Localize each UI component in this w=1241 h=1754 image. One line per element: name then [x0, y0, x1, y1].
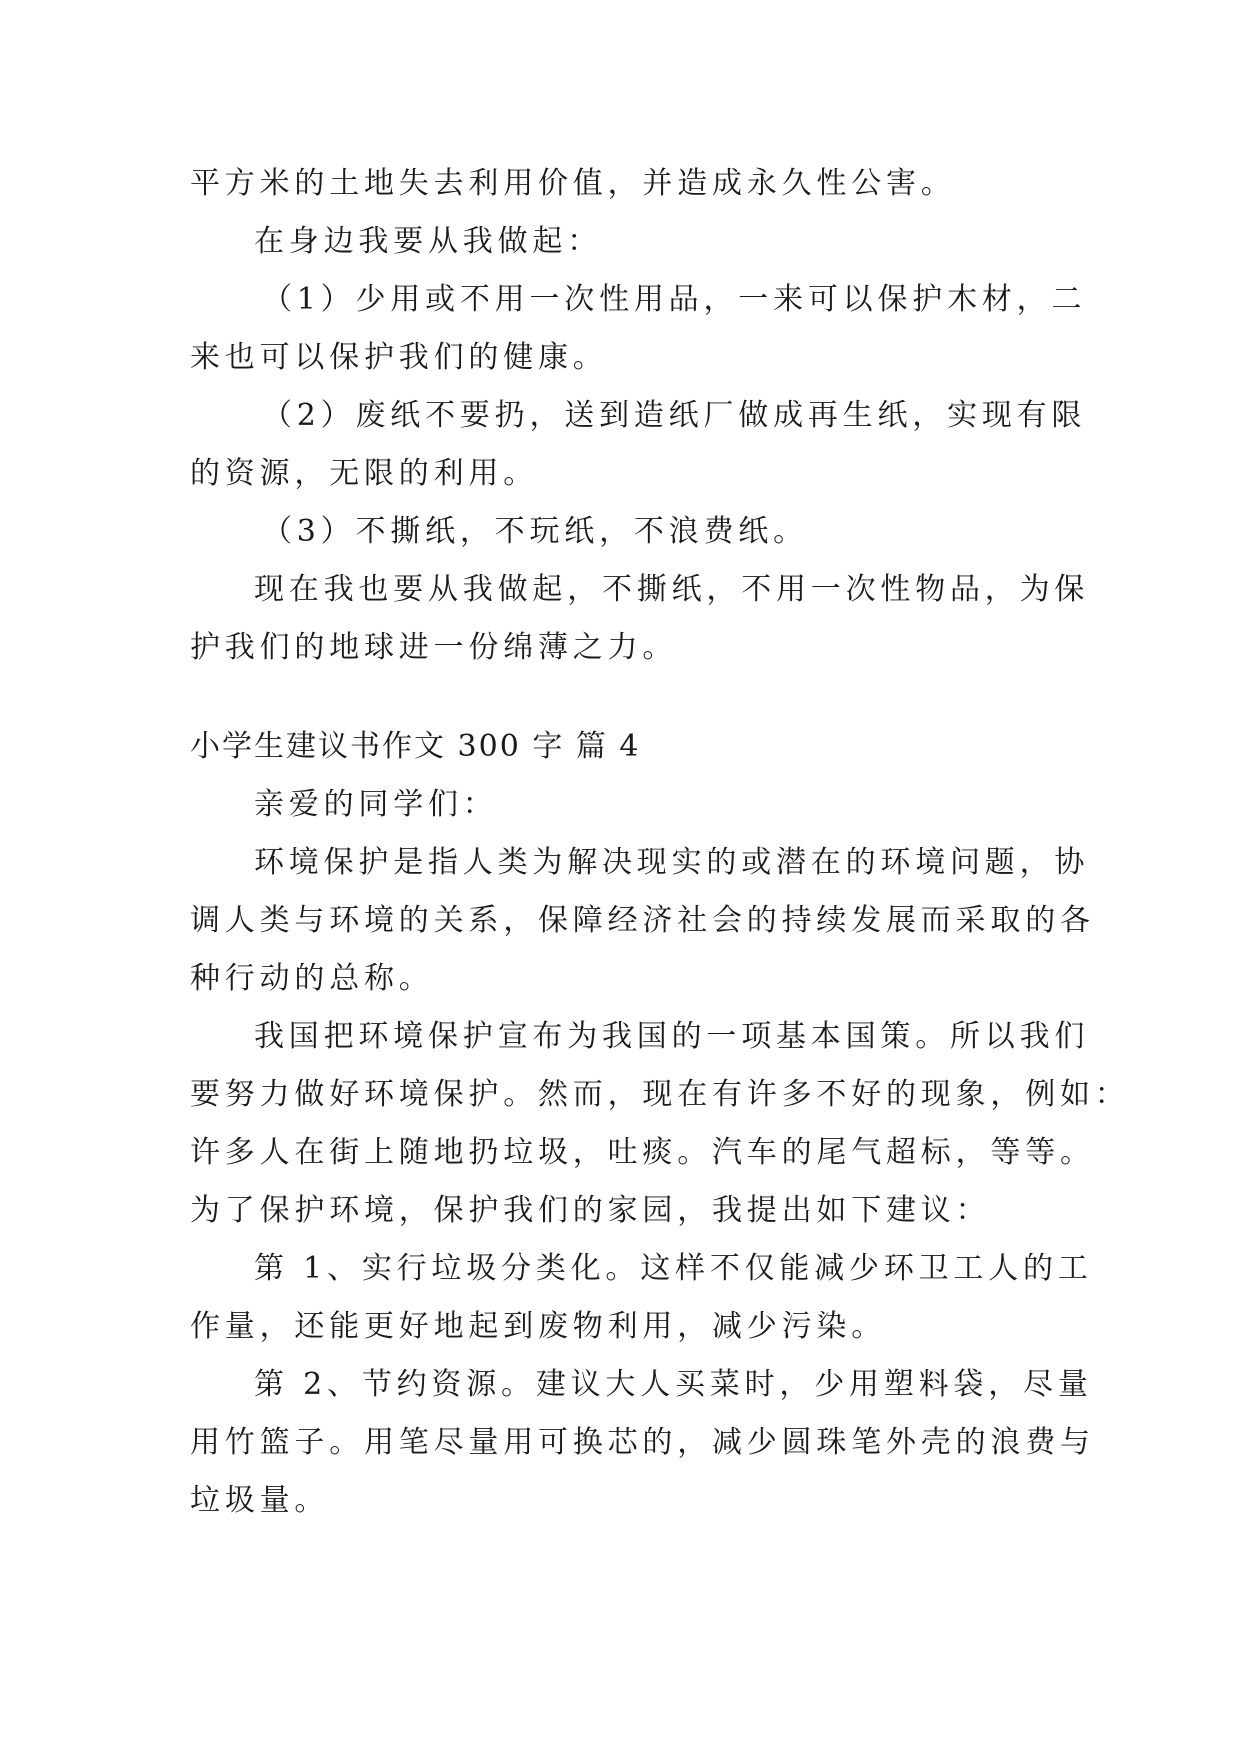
- paragraph-line: 护我们的地球进一份绵薄之力。: [190, 630, 678, 665]
- paragraph-line: 调人类与环境的关系，保障经济社会的持续发展而采取的各: [190, 903, 1095, 938]
- paragraph-line: 第 2、节约资源。建议大人买菜时，少用塑料袋，尽量: [254, 1367, 1093, 1402]
- list-item-line: （3）不撕纸，不玩纸，不浪费纸。: [262, 514, 808, 549]
- paragraph-line: 作量，还能更好地起到废物利用，减少污染。: [190, 1309, 886, 1344]
- salutation: 亲爱的同学们：: [254, 787, 498, 822]
- paragraph-line: 种行动的总称。: [190, 961, 434, 996]
- paragraph-line: 为了保护环境，保护我们的家园，我提出如下建议：: [190, 1193, 991, 1228]
- paragraph-line: 在身边我要从我做起：: [254, 224, 602, 259]
- paragraph-line: 平方米的土地失去利用价值，并造成永久性公害。: [190, 166, 956, 201]
- paragraph-line: 许多人在街上随地扔垃圾，吐痰。汽车的尾气超标，等等。: [190, 1135, 1095, 1170]
- list-item-line: 来也可以保护我们的健康。: [190, 340, 608, 375]
- paragraph-line: 要努力做好环境保护。然而，现在有许多不好的现象，例如：: [190, 1077, 1130, 1112]
- list-item-line: （1）少用或不用一次性用品，一来可以保护木材，二: [262, 282, 1087, 317]
- list-item-line: （2）废纸不要扔，送到造纸厂做成再生纸，实现有限: [262, 398, 1087, 433]
- paragraph-line: 我国把环境保护宣布为我国的一项基本国策。所以我们: [254, 1019, 1090, 1054]
- paragraph-line: 用竹篮子。用笔尽量用可换芯的，减少圆珠笔外壳的浪费与: [190, 1425, 1095, 1460]
- paragraph-line: 环境保护是指人类为解决现实的或潜在的环境问题，协: [254, 845, 1090, 880]
- paragraph-line: 第 1、实行垃圾分类化。这样不仅能减少环卫工人的工: [254, 1251, 1093, 1286]
- section-heading: 小学生建议书作文 300 字 篇 4: [190, 729, 641, 764]
- paragraph-line: 垃圾量。: [190, 1483, 330, 1518]
- paragraph-line: 现在我也要从我做起，不撕纸，不用一次性物品，为保: [254, 572, 1090, 607]
- list-item-line: 的资源，无限的利用。: [190, 456, 538, 491]
